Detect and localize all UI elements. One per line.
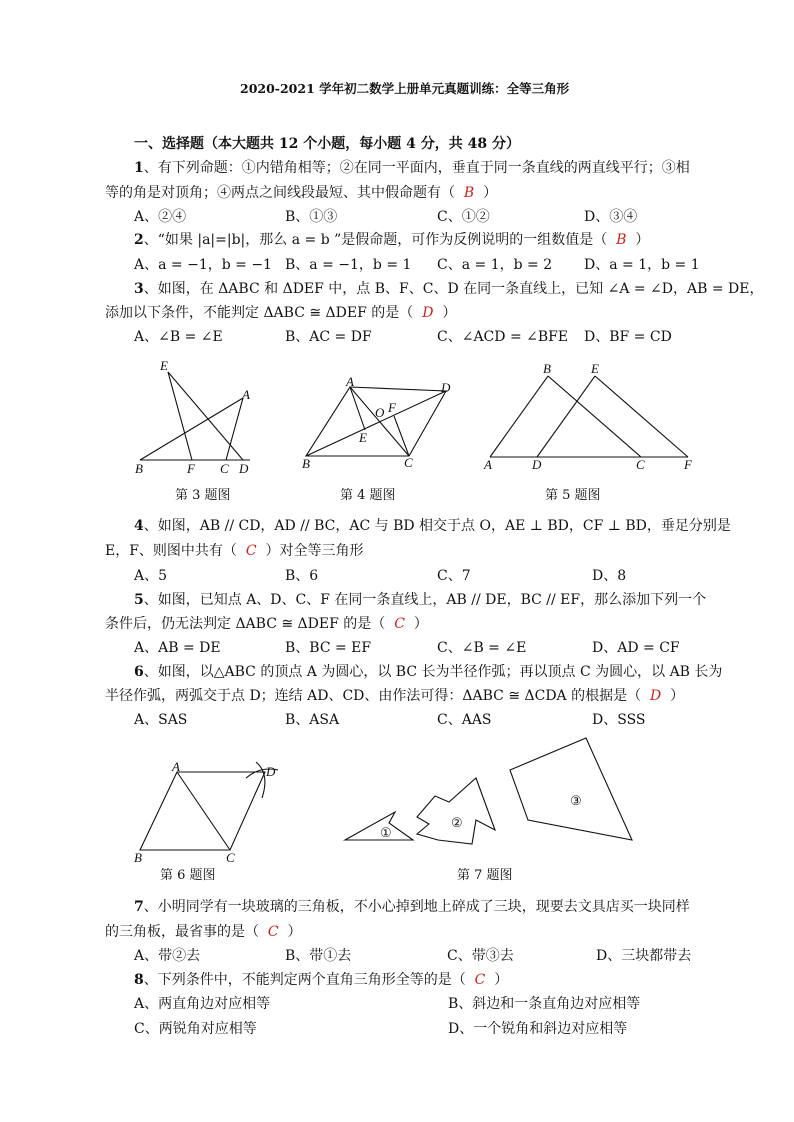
option-c: C、7 bbox=[437, 568, 471, 584]
question-text: 的三角板，最省事的是（ bbox=[105, 924, 259, 940]
vertex-label: B bbox=[302, 456, 310, 471]
vertex-label: F bbox=[684, 457, 692, 472]
option-a: A、AB = DE bbox=[134, 640, 221, 656]
question-text: ） bbox=[413, 616, 428, 632]
vertex-label: F bbox=[187, 461, 195, 476]
figure-7 bbox=[338, 730, 638, 850]
vertex-label: A bbox=[484, 457, 492, 472]
question-text: 、小明同学有一块玻璃的三角板，不小心掉到地上碎成了三块，现要去文具店买一块同样 bbox=[143, 899, 690, 915]
vertex-label: A bbox=[172, 759, 180, 774]
option-b: B、ASA bbox=[285, 712, 340, 728]
option-d: D、三块都带去 bbox=[596, 948, 692, 964]
question-7-line-2 bbox=[105, 921, 302, 941]
question-1-line-1 bbox=[134, 157, 690, 177]
question-5-line-2 bbox=[105, 613, 428, 633]
vertex-label: D bbox=[266, 764, 276, 779]
option-d: D、BF = CD bbox=[584, 329, 672, 345]
option-a: A、两直角边对应相等 bbox=[134, 996, 271, 1012]
answer-mark: B bbox=[616, 232, 627, 248]
question-5-line-1 bbox=[134, 589, 706, 609]
figure-3-caption: 第 3 题图 bbox=[175, 488, 231, 503]
figure-4 bbox=[295, 372, 465, 472]
vertex-label: C bbox=[636, 457, 645, 472]
vertex-label: A bbox=[242, 387, 250, 402]
option-a: A、带②去 bbox=[134, 948, 201, 964]
question-number: 3 bbox=[134, 281, 144, 297]
question-number: 1 bbox=[134, 160, 144, 176]
piece-label: ③ bbox=[570, 793, 582, 808]
option-b: B、斜边和一条直角边对应相等 bbox=[448, 996, 641, 1012]
question-text: 、如图，AB // CD，AD // BC，AC 与 BD 相交于点 O，AE ⊥ BD，CF ⊥ BD，垂足分别是 bbox=[143, 518, 731, 534]
question-3-line-2 bbox=[105, 302, 456, 322]
vertex-label: E bbox=[359, 430, 367, 445]
figure-3 bbox=[125, 355, 265, 480]
question-7-line-1 bbox=[134, 896, 690, 916]
vertex-label: B bbox=[135, 461, 143, 476]
option-b: B、①③ bbox=[285, 209, 338, 225]
question-number: 8 bbox=[134, 972, 144, 988]
option-b: B、带①去 bbox=[285, 948, 352, 964]
question-text: 、下列条件中，不能判定两个直角三角形全等的是（ bbox=[143, 972, 466, 988]
question-1-line-2 bbox=[105, 182, 497, 202]
option-a: A、SAS bbox=[134, 712, 188, 728]
vertex-label: D bbox=[239, 461, 249, 476]
option-a: A、a = −1，b = −1 bbox=[134, 257, 272, 273]
question-text: 、如图，以△ABC 的顶点 A 为圆心，以 BC 长为半径作弧；再以顶点 C 为圆心，以 AB 长为 bbox=[143, 664, 723, 680]
option-d: D、a = 1，b = 1 bbox=[584, 257, 700, 273]
vertex-label: B bbox=[134, 850, 142, 865]
option-c: C、∠B = ∠E bbox=[437, 640, 527, 656]
question-text: 半径作弧，两弧交于点 D；连结 AD、CD、由作法可得：ΔABC ≅ ΔCDA 的根据是（ bbox=[105, 688, 642, 704]
vertex-label: F bbox=[388, 400, 396, 415]
section-heading: 一、选择题（本大题共 12 个小题，每小题 4 分，共 48 分） bbox=[134, 136, 520, 152]
figure-5-caption: 第 5 题图 bbox=[545, 488, 601, 503]
question-text: ） bbox=[670, 688, 685, 704]
question-text: ） bbox=[483, 185, 498, 201]
option-b: B、a = −1，b = 1 bbox=[285, 257, 412, 273]
option-a: A、5 bbox=[134, 568, 168, 584]
question-number: 7 bbox=[134, 899, 144, 915]
question-text: ） bbox=[635, 232, 650, 248]
option-c: C、∠ACD = ∠BFE bbox=[437, 329, 569, 345]
vertex-label: E bbox=[160, 358, 168, 373]
question-text: 、如图，已知点 A、D、C、F 在同一条直线上，AB // DE，BC // EF，那么添加下列一个 bbox=[143, 592, 707, 608]
vertex-label: C bbox=[220, 461, 229, 476]
option-d: D、8 bbox=[592, 568, 627, 584]
question-4-line-2 bbox=[105, 540, 363, 560]
option-b: B、AC = DF bbox=[285, 329, 372, 345]
question-8-line-1 bbox=[134, 969, 508, 989]
question-text: E，F、则图中共有（ bbox=[105, 543, 237, 559]
vertex-label: B bbox=[543, 361, 551, 376]
piece-label: ② bbox=[451, 815, 463, 830]
question-text: 添加以下条件，不能判定 ΔABC ≅ ΔDEF 的是（ bbox=[105, 305, 414, 321]
option-a: A、②④ bbox=[134, 209, 187, 225]
answer-mark: C bbox=[394, 616, 405, 632]
figure-6 bbox=[128, 758, 288, 868]
question-text: 等的角是对顶角；④两点之间线段最短、其中假命题有（ bbox=[105, 185, 455, 201]
option-d: D、一个锐角和斜边对应相等 bbox=[448, 1021, 628, 1037]
vertex-label: A bbox=[346, 374, 354, 389]
answer-mark: C bbox=[474, 972, 486, 988]
vertex-label: E bbox=[591, 361, 599, 376]
question-number: 4 bbox=[134, 518, 144, 534]
answer-mark: D bbox=[422, 305, 434, 321]
answer-mark: C bbox=[245, 543, 257, 559]
question-number: 5 bbox=[134, 592, 144, 608]
question-text: ） bbox=[494, 972, 509, 988]
vertex-label: D bbox=[532, 457, 542, 472]
option-c: C、a = 1，b = 2 bbox=[437, 257, 553, 273]
question-6-line-1 bbox=[134, 661, 722, 681]
vertex-label: D bbox=[441, 380, 451, 395]
piece-label: ① bbox=[380, 825, 392, 840]
question-text: ） bbox=[442, 305, 457, 321]
question-4-line-1 bbox=[134, 515, 731, 535]
figure-6-caption: 第 6 题图 bbox=[160, 868, 216, 883]
question-number: 6 bbox=[134, 664, 144, 680]
question-text: 、“如果 |a|=|b|，那么 a = b ”是假命题，可作为反例说明的一组数值是（ bbox=[143, 232, 608, 248]
option-c: C、①② bbox=[437, 209, 490, 225]
answer-mark: D bbox=[650, 688, 662, 704]
question-text: 、如图，在 ΔABC 和 ΔDEF 中，点 B、F、C、D 在同一条直线上，已知 ∠A = ∠D，AB = DE， bbox=[143, 281, 764, 297]
option-d: D、AD = CF bbox=[592, 640, 680, 656]
option-c: C、AAS bbox=[437, 712, 492, 728]
vertex-label: O bbox=[375, 405, 385, 420]
question-3-line-1 bbox=[134, 278, 764, 298]
question-text: 条件后，仍无法判定 ΔABC ≅ ΔDEF 的是（ bbox=[105, 616, 386, 632]
option-d: D、SSS bbox=[592, 712, 646, 728]
question-number: 2 bbox=[134, 232, 144, 248]
option-c: C、两锐角对应相等 bbox=[134, 1021, 257, 1037]
answer-mark: C bbox=[267, 924, 279, 940]
question-2-line-1 bbox=[134, 229, 649, 249]
page-title: 2020-2021 学年初二数学上册单元真题训练：全等三角形 bbox=[240, 81, 570, 96]
question-text: ） bbox=[287, 924, 302, 940]
figure-7-caption: 第 7 题图 bbox=[457, 868, 513, 883]
figure-4-caption: 第 4 题图 bbox=[340, 488, 396, 503]
option-a: A、∠B = ∠E bbox=[134, 329, 223, 345]
option-c: C、带③去 bbox=[447, 948, 514, 964]
option-b: B、BC = EF bbox=[285, 640, 372, 656]
option-d: D、③④ bbox=[584, 209, 638, 225]
question-6-line-2 bbox=[105, 685, 684, 705]
answer-mark: B bbox=[463, 185, 475, 201]
question-text: ）对全等三角形 bbox=[265, 543, 364, 559]
vertex-label: C bbox=[226, 850, 235, 865]
vertex-label: C bbox=[404, 455, 413, 470]
figure-5 bbox=[478, 360, 698, 475]
question-text: 、有下列命题：①内错角相等；②在同一平面内，垂直于同一条直线的两直线平行；③相 bbox=[143, 160, 690, 176]
option-b: B、6 bbox=[285, 568, 319, 584]
